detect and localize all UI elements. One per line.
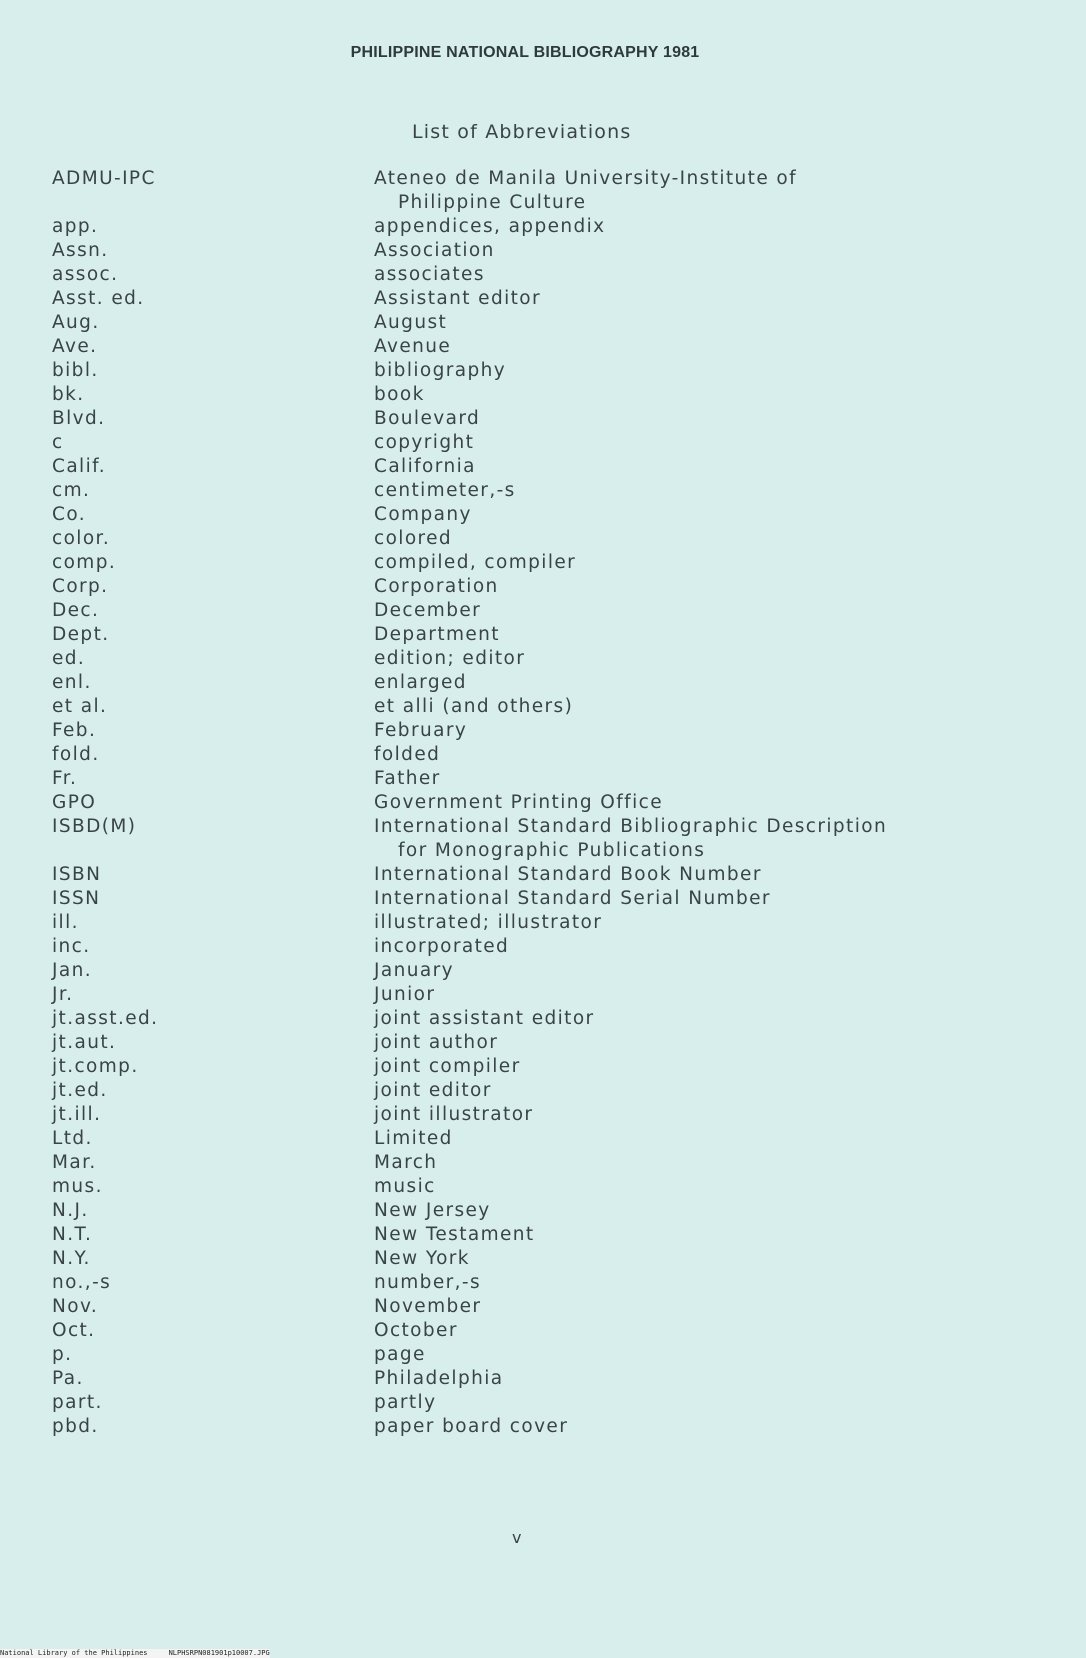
abbreviation-term: no.,-s [52,1272,112,1293]
definition-line: copyright [374,432,475,453]
definition-line: centimeter,-s [374,480,516,501]
abbreviation-entry [52,911,1052,935]
definition-continuation: Philippine Culture [398,192,587,213]
definition-line: Government Printing Office [374,792,663,813]
definition-line: paper board cover [374,1416,569,1437]
abbreviation-definition [374,1247,1052,1271]
abbreviation-term: pbd. [52,1416,99,1437]
scan-footer: National Library of the Philippines NLPHSRPN081901p10007.JPG [0,1649,270,1657]
abbreviation-entry [52,1079,1052,1103]
abbreviation-term: ISBN [52,864,102,885]
abbreviation-term: fold. [52,744,100,765]
abbreviation-definition [374,263,1052,287]
abbreviation-entry [52,1391,1052,1415]
definition-line: colored [374,528,453,549]
definition-line: New York [374,1248,470,1269]
abbreviation-definition [374,407,1052,431]
definition-line: folded [374,744,441,765]
abbreviation-definition [374,887,1052,911]
abbreviation-term: Nov. [52,1296,99,1317]
abbreviation-definition [374,239,1052,263]
definition-line: December [374,600,482,621]
definition-line: book [374,384,425,405]
abbreviation-definition [374,791,1052,815]
abbreviation-term: Co. [52,504,86,525]
abbreviation-definition [374,479,1052,503]
abbreviation-term: Dec. [52,600,100,621]
abbreviation-entry [52,1031,1052,1055]
abbreviation-definition [374,335,1052,359]
abbreviation-term: inc. [52,936,91,957]
abbreviation-entry [52,647,1052,671]
abbreviation-definition [374,935,1052,959]
abbreviation-entry [52,1007,1052,1031]
abbreviation-definition [374,1007,1052,1031]
definition-line: California [374,456,476,477]
abbreviation-definition [374,551,1052,575]
abbreviation-term: comp. [52,552,117,573]
definition-line: New Testament [374,1224,535,1245]
abbreviation-entry [52,863,1052,887]
abbreviation-term: et al. [52,696,108,717]
abbreviation-entry [52,527,1052,551]
definition-line: New Jersey [374,1200,491,1221]
definition-line: November [374,1296,482,1317]
abbreviation-entry [52,1271,1052,1295]
abbreviation-term: N.J. [52,1200,89,1221]
abbreviation-definition [374,1367,1052,1391]
abbreviation-term: Feb. [52,720,97,741]
abbreviation-term: enl. [52,672,92,693]
abbreviation-term: jt.asst.ed. [52,1008,159,1029]
abbreviation-definition [374,1391,1052,1415]
abbreviation-entry [52,1199,1052,1223]
abbreviation-definition [374,767,1052,791]
abbreviation-definition [374,647,1052,671]
abbreviation-entry [52,167,1052,215]
definition-line: Father [374,768,441,789]
abbreviation-definition [374,959,1052,983]
abbreviation-definition [374,1031,1052,1055]
abbreviation-entry [52,767,1052,791]
abbreviation-entry [52,431,1052,455]
abbreviation-definition [374,1175,1052,1199]
definition-line: Assistant editor [374,288,542,309]
abbreviation-term: Ltd. [52,1128,93,1149]
definition-line: joint illustrator [374,1104,534,1125]
abbreviation-definition [374,815,1052,863]
list-title: List of Abbreviations [412,121,632,143]
abbreviation-term: app. [52,216,99,237]
definition-line: January [374,960,454,981]
abbreviation-definition [374,1271,1052,1295]
abbreviation-definition [374,983,1052,1007]
abbreviation-entry [52,791,1052,815]
page-header: PHILIPPINE NATIONAL BIBLIOGRAPHY 1981 [350,44,700,61]
abbreviation-term: Pa. [52,1368,84,1389]
abbreviation-entry [52,1295,1052,1319]
abbreviation-definition [374,1199,1052,1223]
abbreviation-term: ISSN [52,888,101,909]
definition-line: joint editor [374,1080,492,1101]
abbreviation-definition [374,1055,1052,1079]
abbreviation-entry [52,719,1052,743]
abbreviation-entry [52,959,1052,983]
abbreviation-entry [52,1055,1052,1079]
definition-line: International Standard Bibliographic Description [374,816,888,837]
definition-line: Boulevard [374,408,481,429]
abbreviation-term: cm. [52,480,91,501]
abbreviation-entry [52,575,1052,599]
definition-line: Department [374,624,500,645]
abbreviation-definition [374,743,1052,767]
abbreviation-definition [374,623,1052,647]
abbreviation-entry [52,1319,1052,1343]
definition-line: partly [374,1392,437,1413]
abbreviation-term: jt.ill. [52,1104,102,1125]
definition-line: joint compiler [374,1056,521,1077]
abbreviation-term: Calif. [52,456,106,477]
definition-line: illustrated; illustrator [374,912,603,933]
definition-line: compiled, compiler [374,552,577,573]
abbreviation-entry [52,455,1052,479]
abbreviation-term: part. [52,1392,103,1413]
abbreviation-entry [52,479,1052,503]
abbreviation-term: c [52,432,64,453]
definition-line: music [374,1176,436,1197]
definition-line: October [374,1320,458,1341]
definition-line: page [374,1344,426,1365]
abbreviation-term: bibl. [52,360,99,381]
abbreviation-entry [52,1127,1052,1151]
abbreviation-definition [374,1223,1052,1247]
definition-line: Junior [374,984,436,1005]
definition-line: bibliography [374,360,507,381]
definition-line: February [374,720,468,741]
definition-line: Association [374,240,495,261]
abbreviation-term: ADMU-IPC [52,168,156,189]
definition-line: Limited [374,1128,453,1149]
abbreviation-term: color. [52,528,111,549]
abbreviation-entry [52,1175,1052,1199]
abbreviation-term: Mar. [52,1152,97,1173]
definition-line: Philadelphia [374,1368,504,1389]
abbreviation-term: Ave. [52,336,98,357]
definition-line: Company [374,504,472,525]
abbreviation-definition [374,1343,1052,1367]
abbreviation-term: ed. [52,648,86,669]
definition-line: International Standard Book Number [374,864,762,885]
definition-line: August [374,312,448,333]
abbreviation-entry [52,671,1052,695]
definition-line: Corporation [374,576,499,597]
abbreviation-definition [374,1319,1052,1343]
definition-line: joint author [374,1032,499,1053]
abbreviation-definition [374,311,1052,335]
abbreviation-entry [52,623,1052,647]
abbreviation-term: Corp. [52,576,109,597]
abbreviation-term: assoc. [52,264,119,285]
abbreviation-term: jt.ed. [52,1080,108,1101]
abbreviation-entry [52,743,1052,767]
abbreviation-list [52,167,1052,1439]
abbreviation-definition [374,1295,1052,1319]
definition-line: Avenue [374,336,452,357]
definition-continuation: for Monographic Publications [398,840,706,861]
abbreviation-entry [52,1415,1052,1439]
definition-line: number,-s [374,1272,481,1293]
abbreviation-entry [52,287,1052,311]
abbreviation-term: Oct. [52,1320,96,1341]
abbreviation-definition [374,215,1052,239]
abbreviation-entry [52,695,1052,719]
abbreviation-entry [52,935,1052,959]
definition-line: Ateneo de Manila University-Institute of [374,168,798,189]
definition-line: edition; editor [374,648,526,669]
abbreviation-entry [52,887,1052,911]
abbreviation-entry [52,383,1052,407]
abbreviation-entry [52,311,1052,335]
abbreviation-definition [374,359,1052,383]
abbreviation-definition [374,575,1052,599]
abbreviation-term: Dept. [52,624,110,645]
definition-line: joint assistant editor [374,1008,595,1029]
abbreviation-term: Jan. [52,960,92,981]
abbreviation-entry [52,359,1052,383]
definition-line: enlarged [374,672,467,693]
abbreviation-definition [374,1103,1052,1127]
abbreviation-entry [52,1223,1052,1247]
abbreviation-term: Blvd. [52,408,106,429]
abbreviation-definition [374,599,1052,623]
abbreviation-definition [374,167,1052,215]
abbreviation-definition [374,1079,1052,1103]
abbreviation-entry [52,503,1052,527]
abbreviation-definition [374,671,1052,695]
abbreviation-term: Asst. ed. [52,288,145,309]
abbreviation-term: jt.comp. [52,1056,139,1077]
abbreviation-entry [52,983,1052,1007]
abbreviation-entry [52,263,1052,287]
abbreviation-entry [52,215,1052,239]
abbreviation-term: ISBD(M) [52,816,137,837]
abbreviation-term: N.Y. [52,1248,91,1269]
definition-line: International Standard Serial Number [374,888,771,909]
abbreviation-definition [374,455,1052,479]
abbreviation-term: Aug. [52,312,100,333]
abbreviation-term: p. [52,1344,73,1365]
abbreviation-definition [374,1127,1052,1151]
abbreviation-definition [374,503,1052,527]
abbreviation-entry [52,1151,1052,1175]
abbreviation-definition [374,863,1052,887]
abbreviation-definition [374,527,1052,551]
abbreviation-term: Assn. [52,240,109,261]
abbreviation-entry [52,1247,1052,1271]
definition-line: associates [374,264,485,285]
abbreviation-term: bk. [52,384,85,405]
abbreviation-entry [52,1367,1052,1391]
abbreviation-definition [374,1415,1052,1439]
abbreviation-definition [374,431,1052,455]
definition-line: appendices, appendix [374,216,606,237]
definition-line: March [374,1152,438,1173]
abbreviation-entry [52,815,1052,863]
abbreviation-definition [374,1151,1052,1175]
abbreviation-entry [52,1103,1052,1127]
abbreviation-entry [52,551,1052,575]
abbreviation-entry [52,335,1052,359]
abbreviation-entry [52,407,1052,431]
abbreviation-term: Fr. [52,768,78,789]
page-number: v [512,1528,522,1547]
abbreviation-entry [52,599,1052,623]
abbreviation-definition [374,911,1052,935]
abbreviation-term: N.T. [52,1224,93,1245]
abbreviation-definition [374,287,1052,311]
definition-line: et alli (and others) [374,696,574,717]
abbreviation-term: jt.aut. [52,1032,117,1053]
abbreviation-definition [374,695,1052,719]
abbreviation-term: Jr. [52,984,74,1005]
abbreviation-term: ill. [52,912,79,933]
abbreviation-entry [52,239,1052,263]
abbreviation-definition [374,383,1052,407]
abbreviation-term: GPO [52,792,97,813]
abbreviation-entry [52,1343,1052,1367]
abbreviation-term: mus. [52,1176,103,1197]
abbreviation-definition [374,719,1052,743]
definition-line: incorporated [374,936,510,957]
